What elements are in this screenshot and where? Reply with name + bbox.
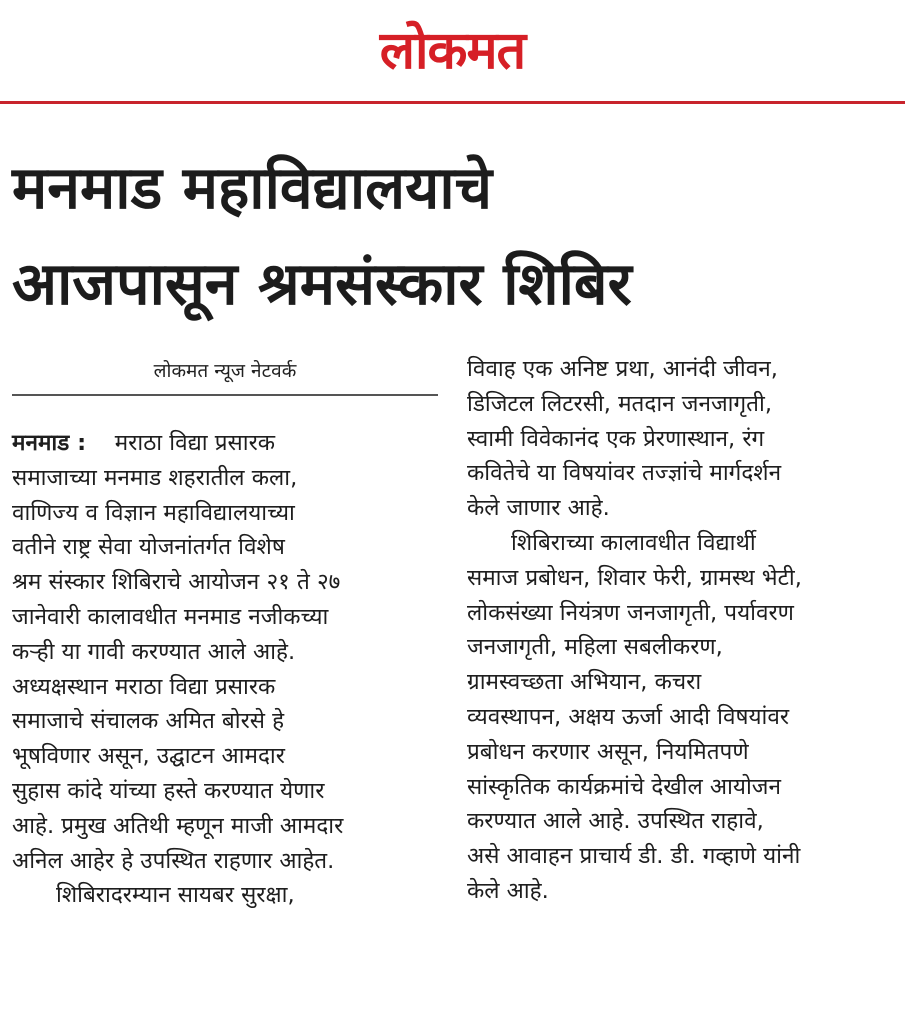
masthead: [0, 0, 905, 103]
text-line: सांस्कृतिक कार्यक्रमांचे देखील आयोजन: [467, 773, 781, 800]
text-line: कऱ्ही या गावी करण्यात आले आहे.: [12, 638, 296, 665]
byline: लोकमत न्यूज नेटवर्क: [153, 360, 297, 382]
text-line: अनिल आहेर हे उपस्थित राहणार आहेत.: [12, 847, 335, 874]
text-line: ग्रामस्वच्छता अभियान, कचरा: [467, 669, 702, 696]
text-line: लोकसंख्या नियंत्रण जनजागृती, पर्यावरण: [467, 599, 794, 626]
text-line: मनमाड : मराठा विद्या प्रसारक: [12, 430, 276, 456]
right-column-text: [467, 352, 891, 909]
article-headline: [12, 140, 892, 332]
text-line: समाजाच्या मनमाड शहरातील कला,: [12, 464, 298, 491]
text-line: समाज प्रबोधन, शिवार फेरी, ग्रामस्थ भेटी,: [467, 564, 802, 591]
lokmat-logo: लोकमत: [379, 20, 526, 81]
dateline: मनमाड :: [12, 430, 87, 456]
text-line: समाजाचे संचालक अमित बोरसे हे: [12, 708, 285, 735]
text-line: व्यवस्थापन, अक्षय ऊर्जा आदी विषयांवर: [467, 703, 790, 730]
text-line: श्रम संस्कार शिबिराचे आयोजन २१ ते २७: [12, 569, 341, 596]
text-line: विवाह एक अनिष्ट प्रथा, आनंदी जीवन,: [467, 356, 778, 382]
text-line: करण्यात आले आहे. उपस्थित राहावे,: [467, 808, 764, 835]
text-line: प्रबोधन करणार असून, नियमितपणे: [467, 738, 749, 765]
text-line: असे आवाहन प्राचार्य डी. डी. गव्हाणे यांनी: [467, 843, 801, 870]
text-line: जनजागृती, महिला सबलीकरण,: [467, 634, 723, 661]
text-line: कवितेचे या विषयांवर तज्ज्ञांचे मार्गदर्शन: [467, 460, 782, 487]
text-line: केले आहे.: [467, 877, 549, 904]
text-line: जानेवारी कालावधीत मनमाड नजीकच्या: [12, 603, 329, 630]
text-line: अध्यक्षस्थान मराठा विद्या प्रसारक: [12, 673, 276, 700]
headline-line-2: आजपासून श्रमसंस्कार शिबिर: [12, 249, 632, 318]
text-line: केले जाणार आहे.: [467, 495, 610, 522]
byline-divider: [12, 394, 438, 396]
left-column-text: [12, 426, 438, 913]
text-line: वाणिज्य व विज्ञान महाविद्यालयाच्या: [12, 499, 295, 526]
article-column-left: [12, 352, 438, 913]
text-line: आहे. प्रमुख अतिथी म्हणून माजी आमदार: [12, 812, 344, 839]
headline-line-1: मनमाड महाविद्यालयाचे: [12, 153, 493, 222]
text-line: वतीने राष्ट्र सेवा योजनांतर्गत विशेष: [12, 534, 285, 561]
text-line: शिबिरादरम्यान सायबर सुरक्षा,: [56, 882, 295, 909]
text-line: स्वामी विवेकानंद एक प्रेरणास्थान, रंग: [467, 425, 765, 452]
text-line: भूषविणार असून, उद्घाटन आमदार: [12, 743, 285, 770]
text-line: डिजिटल लिटरसी, मतदान जनजागृती,: [467, 390, 772, 417]
article-column-right: [467, 352, 891, 909]
text-line: सुहास कांदे यांच्या हस्ते करण्यात येणार: [12, 777, 325, 804]
masthead-divider: [0, 101, 905, 104]
text-line: शिबिराच्या कालावधीत विद्यार्थी: [511, 529, 756, 556]
